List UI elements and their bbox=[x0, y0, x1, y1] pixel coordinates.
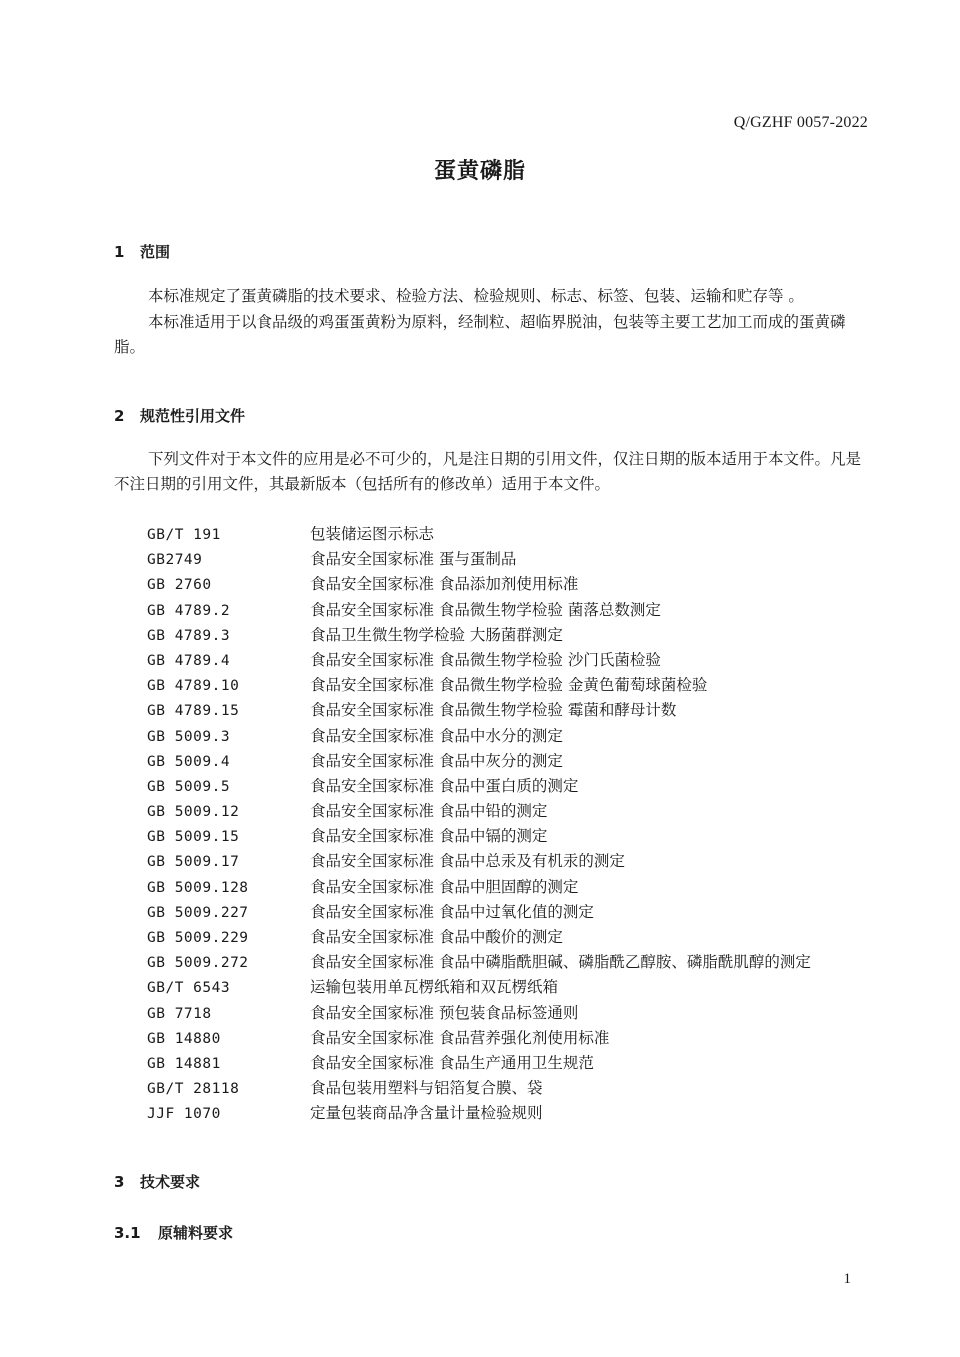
reference-code: JJF 1070 bbox=[147, 1106, 221, 1123]
reference-code: GB 7718 bbox=[147, 1005, 212, 1022]
reference-item bbox=[147, 849, 811, 874]
reference-item bbox=[147, 925, 811, 950]
reference-title: 食品包装用塑料与铝箔复合膜、袋 bbox=[310, 1079, 543, 1098]
reference-title: 食品安全国家标准 食品中总汞及有机汞的测定 bbox=[310, 852, 625, 871]
reference-code: GB 14881 bbox=[147, 1055, 221, 1072]
reference-title: 食品安全国家标准 食品微生物学检验 沙门氏菌检验 bbox=[310, 650, 661, 669]
reference-code: GB 4789.15 bbox=[147, 703, 240, 720]
reference-code: GB2749 bbox=[147, 552, 203, 569]
reference-item bbox=[147, 749, 811, 774]
reference-item bbox=[147, 900, 811, 925]
reference-code: GB 4789.2 bbox=[147, 602, 231, 619]
reference-code: GB 5009.229 bbox=[147, 930, 249, 946]
reference-title: 食品安全国家标准 食品生产通用卫生规范 bbox=[310, 1053, 594, 1072]
reference-code: GB 4789.10 bbox=[147, 678, 240, 695]
reference-code: GB 5009.12 bbox=[147, 804, 240, 821]
reference-title: 食品安全国家标准 蛋与蛋制品 bbox=[310, 550, 517, 569]
reference-item bbox=[147, 648, 811, 673]
section-number: 2 bbox=[114, 407, 125, 425]
reference-title: 食品安全国家标准 食品营养强化剂使用标准 bbox=[310, 1028, 610, 1047]
reference-title: 食品安全国家标准 食品中铅的测定 bbox=[310, 802, 548, 821]
section-number: 1 bbox=[114, 243, 125, 261]
scope-paragraph-1: 本标准规定了蛋黄磷脂的技术要求、检验方法、检验规则、标志、标签、包装、运输和贮存等 。 bbox=[148, 287, 804, 305]
reference-title: 食品安全国家标准 预包装食品标签通则 bbox=[310, 1003, 579, 1022]
reference-title: 食品安全国家标准 食品微生物学检验 霉菌和酵母计数 bbox=[310, 701, 677, 720]
reference-item bbox=[147, 875, 811, 900]
reference-code: GB 5009.5 bbox=[147, 778, 231, 795]
document-title: 蛋黄磷脂 bbox=[433, 159, 526, 184]
reference-title: 食品安全国家标准 食品中磷脂酰胆碱、磷脂酰乙醇胺、磷脂酰肌醇的测定 bbox=[310, 953, 811, 972]
reference-title: 食品安全国家标准 食品中镉的测定 bbox=[310, 827, 548, 846]
reference-title: 食品安全国家标准 食品中酸价的测定 bbox=[310, 928, 563, 946]
standard-code: Q/GZHF 0057-2022 bbox=[733, 114, 868, 131]
reference-code: GB/T 6543 bbox=[147, 980, 231, 997]
reference-title: 食品安全国家标准 食品微生物学检验 菌落总数测定 bbox=[310, 600, 661, 619]
reference-title: 食品安全国家标准 食品添加剂使用标准 bbox=[310, 575, 579, 594]
reference-title: 食品安全国家标准 食品中水分的测定 bbox=[310, 726, 563, 745]
reference-item bbox=[147, 774, 811, 799]
section-number: 3 bbox=[114, 1173, 125, 1191]
section-heading-scope bbox=[114, 241, 170, 262]
subsection-heading-raw-materials bbox=[114, 1222, 233, 1243]
reference-item bbox=[147, 522, 811, 547]
reference-title: 食品安全国家标准 食品中灰分的测定 bbox=[310, 751, 563, 770]
reference-code: GB 5009.15 bbox=[147, 829, 240, 846]
reference-title: 食品安全国家标准 食品中蛋白质的测定 bbox=[310, 776, 579, 795]
section-heading-technical bbox=[114, 1171, 200, 1192]
reference-title: 定量包装商品净含量计量检验规则 bbox=[310, 1104, 543, 1123]
reference-code: GB 4789.4 bbox=[147, 652, 231, 669]
reference-item bbox=[147, 623, 811, 648]
reference-code: GB 5009.4 bbox=[147, 753, 231, 770]
reference-title: 包装储运图示标志 bbox=[310, 525, 435, 543]
reference-item bbox=[147, 1076, 811, 1101]
reference-item bbox=[147, 1026, 811, 1051]
reference-item bbox=[147, 673, 811, 698]
reference-code: GB 2760 bbox=[147, 577, 212, 594]
reference-item bbox=[147, 598, 811, 623]
section-title: 范围 bbox=[140, 243, 171, 261]
reference-code: GB 5009.128 bbox=[147, 879, 249, 896]
reference-title: 食品安全国家标准 食品中过氧化值的测定 bbox=[310, 902, 594, 921]
scope-paragraph-2: 本标准适用于以食品级的鸡蛋蛋黄粉为原料，经制粒、超临界脱油，包装等主要工艺加工而成的蛋黄磷脂。 bbox=[114, 313, 846, 356]
page-number: 1 bbox=[843, 1271, 851, 1287]
reference-item bbox=[147, 975, 811, 1000]
reference-code: GB 5009.3 bbox=[147, 728, 231, 745]
reference-item bbox=[147, 950, 811, 975]
reference-item bbox=[147, 698, 811, 723]
reference-code: GB 5009.227 bbox=[147, 904, 249, 921]
reference-title: 食品安全国家标准 食品中胆固醇的测定 bbox=[310, 877, 579, 896]
subsection-title: 原辅料要求 bbox=[158, 1224, 234, 1242]
reference-item bbox=[147, 547, 811, 572]
reference-item bbox=[147, 572, 811, 597]
reference-code: GB/T 191 bbox=[147, 527, 221, 543]
reference-item bbox=[147, 824, 811, 849]
reference-title: 食品卫生微生物学检验 大肠菌群测定 bbox=[310, 625, 563, 644]
reference-title: 食品安全国家标准 食品微生物学检验 金黄色葡萄球菌检验 bbox=[310, 676, 708, 695]
reference-list bbox=[147, 522, 811, 1127]
reference-item bbox=[147, 1051, 811, 1076]
reference-title: 运输包装用单瓦楞纸箱和双瓦楞纸箱 bbox=[310, 978, 559, 997]
reference-code: GB 4789.3 bbox=[147, 627, 231, 644]
reference-code: GB 5009.17 bbox=[147, 854, 240, 871]
section-title: 技术要求 bbox=[140, 1173, 201, 1191]
section-title: 规范性引用文件 bbox=[140, 407, 246, 425]
reference-item bbox=[147, 799, 811, 824]
section-heading-references bbox=[114, 405, 245, 426]
reference-item bbox=[147, 724, 811, 749]
reference-item bbox=[147, 1001, 811, 1026]
reference-code: GB/T 28118 bbox=[147, 1081, 240, 1098]
reference-code: GB 5009.272 bbox=[147, 955, 249, 972]
reference-code: GB 14880 bbox=[147, 1030, 221, 1047]
subsection-number: 3.1 bbox=[114, 1224, 141, 1242]
references-intro: 下列文件对于本文件的应用是必不可少的，凡是注日期的引用文件，仅注日期的版本适用于本文件。凡是不注日期的引用文件，其最新版本（包括所有的修改单）适用于本文件。 bbox=[114, 450, 862, 493]
reference-item bbox=[147, 1101, 811, 1126]
